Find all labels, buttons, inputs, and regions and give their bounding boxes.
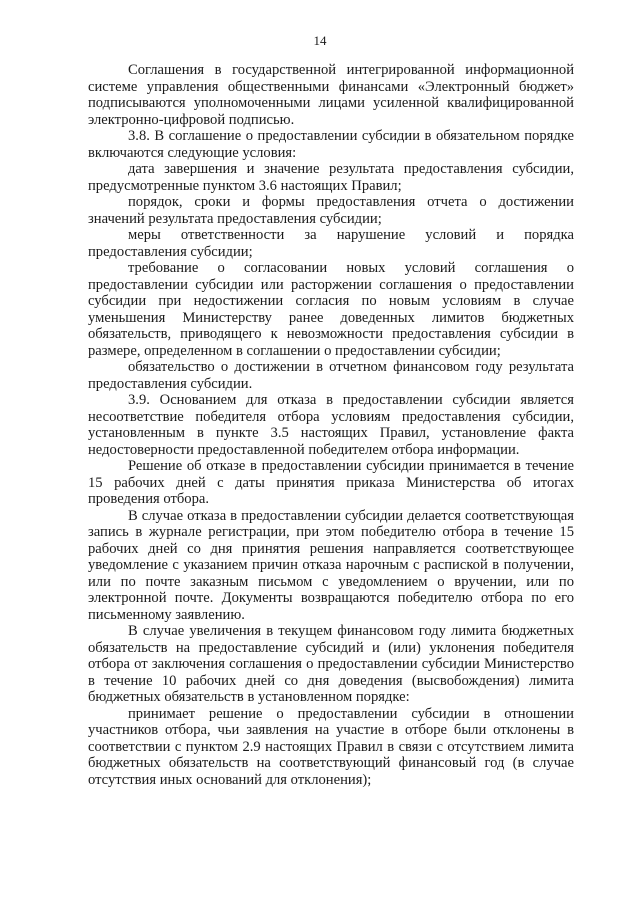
paragraph-3-8: 3.8. В соглашение о предоставлении субсидии в обязательном порядке включаются следующие условия:: [88, 128, 574, 161]
paragraph-limit-increase: В случае увеличения в текущем финансовом году лимита бюджетных обязательств на предоставление субсидий и (или) уклонения победителя отбора от заключения соглашения о предоставлении субсидии Министерство в течение 10 рабочих дней со дня доведения (высвобождения) лимита бюджетных обязательств в установленном порядке:: [88, 623, 574, 705]
paragraph-condition-result-date: дата завершения и значение результата предоставления субсидии, предусмотренные пунктом 3.6 настоящих Правил;: [88, 161, 574, 194]
paragraph-signing: Соглашения в государственной интегрированной информационной системе управления общественными финансами «Электронный бюджет» подписываются уполномоченными лицами усиленной квалифицированной электронно-цифровой подписью.: [88, 62, 574, 128]
paragraph-condition-obligation: обязательство о достижении в отчетном финансовом году результата предоставления субсидии.: [88, 359, 574, 392]
paragraph-3-9: 3.9. Основанием для отказа в предоставлении субсидии является несоответствие победителя отбора условиям предоставления субсидии, установленным в пункте 3.5 настоящих Правил, установление факта недостоверности предоставленной победителем отбора информации.: [88, 392, 574, 458]
paragraph-condition-responsibility: меры ответственности за нарушение условий и порядка предоставления субсидии;: [88, 227, 574, 260]
paragraph-condition-reporting: порядок, сроки и формы предоставления отчета о достижении значений результата предоставления субсидии;: [88, 194, 574, 227]
paragraph-condition-new-terms: требование о согласовании новых условий соглашения о предоставлении субсидии или расторжении соглашения о предоставлении субсидии при недостижении согласия по новым условиям в случае уменьшения Министерству ранее доведенных лимитов бюджетных обязательств, приводящего к невозможности предоставления субсидии в размере, определенном в соглашении о предоставлении субсидии;: [88, 260, 574, 359]
paragraph-refusal-decision: Решение об отказе в предоставлении субсидии принимается в течение 15 рабочих дней с даты принятия приказа Министерства об итогах проведения отбора.: [88, 458, 574, 507]
document-body: [88, 62, 574, 788]
paragraph-refusal-notice: В случае отказа в предоставлении субсидии делается соответствующая запись в журнале регистрации, при этом победителю отбора в течение 15 рабочих дней со дня принятия решения направляется соответствующее уведомление с указанием причин отказа нарочным с распиской в получении, или по почте заказным письмом с уведомлением о вручении, или по электронной почте. Документы возвращаются победителю отбора по его письменному заявлению.: [88, 507, 574, 623]
paragraph-decision-participants: принимает решение о предоставлении субсидии в отношении участников отбора, чьи заявления на участие в отборе были отклонены в соответствии с пунктом 2.9 настоящих Правил в связи с отсутствием лимита бюджетных обязательств на соответствующий финансовый год (в случае отсутствия иных оснований для отклонения);: [88, 705, 574, 788]
page-number: 14: [313, 33, 327, 48]
